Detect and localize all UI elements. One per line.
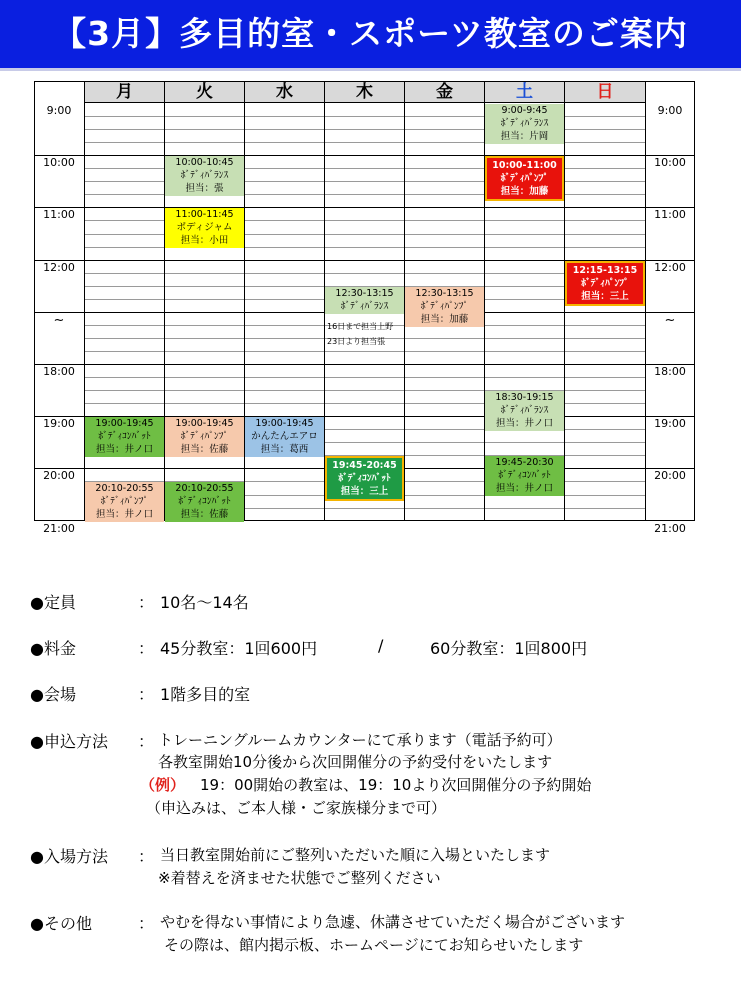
event-staff: 担当：葛西 [260, 444, 309, 456]
apply-line-2: 各教室開始10分後から次回開催分の予約受付をいたします [158, 753, 553, 771]
class-event[interactable] [325, 287, 404, 314]
time-label-right: 18:00 [654, 365, 686, 378]
event-staff: 担当：張 [185, 183, 224, 195]
event-time: 12:15-13:15 [572, 264, 638, 276]
event-name: ﾎﾞﾃﾞｨﾊﾟﾝﾌﾟ [581, 277, 629, 289]
class-event[interactable] [165, 208, 244, 248]
grid-hour-line [34, 155, 695, 156]
grid-col-line [564, 103, 565, 521]
day-header: 火 [164, 81, 245, 103]
event-time: 12:30-13:15 [415, 287, 474, 299]
grid-subline [84, 377, 645, 378]
event-time: 20:10-20:55 [175, 483, 234, 495]
other-colon: ： [138, 914, 155, 933]
class-event[interactable] [565, 261, 645, 306]
class-event[interactable] [85, 417, 164, 457]
class-event[interactable] [165, 156, 244, 196]
event-name: ﾎﾞﾃﾞｨﾊﾟﾝﾌﾟ [500, 173, 549, 185]
event-staff: 担当：井ノ口 [95, 444, 153, 456]
event-staff: 担当：加藤 [500, 186, 549, 198]
event-time: 19:45-20:30 [495, 457, 554, 469]
day-header: 金 [404, 81, 485, 103]
event-staff: 担当：加藤 [420, 313, 469, 325]
event-name: ﾎﾞﾃﾞｨﾊﾟﾝﾌﾟ [420, 300, 469, 312]
entry-label: ●入場方法 [30, 847, 108, 866]
capacity-value: 10名～14名 [160, 593, 249, 612]
event-name: ﾎﾞﾃﾞｨﾊﾞﾗﾝｽ [500, 118, 549, 129]
time-label-left: 20:00 [43, 469, 75, 483]
entry-colon: ： [138, 847, 155, 866]
other-line-2: その際は、館内掲示板、ホームページにてお知らせいたします [164, 936, 584, 954]
event-staff: 担当：井ノ口 [95, 509, 153, 521]
class-event[interactable] [485, 156, 564, 201]
time-label-left: 19:00 [43, 417, 75, 431]
event-name: ﾎﾞﾃﾞｨﾊﾟﾝﾌﾟ [100, 496, 149, 508]
time-label-right: 20:00 [654, 469, 686, 483]
time-label-left: 11:00 [43, 208, 75, 222]
fee-value-45: 45分教室：1回600円 [160, 639, 318, 658]
event-time: 19:45-20:45 [332, 460, 397, 472]
day-header: 水 [244, 81, 325, 103]
entry-line-1: 当日教室開始前にご整列いただいた順に入場といたします [160, 846, 551, 864]
class-event[interactable] [405, 287, 484, 327]
time-label-right: 9:00 [657, 104, 683, 117]
event-name: ﾎﾞﾃﾞｨﾊﾞﾗﾝｽ [500, 405, 549, 417]
event-name: かんたんエアロ [251, 431, 318, 443]
event-time: 18:30-19:15 [495, 392, 554, 404]
time-label-left: 18:00 [43, 365, 75, 378]
venue-value: 1階多目的室 [160, 685, 251, 704]
day-header: 日 [564, 81, 646, 103]
class-event[interactable] [165, 482, 244, 522]
event-name: ﾎﾞﾃﾞｨｺﾝﾊﾞｯﾄ [338, 473, 391, 485]
grid-subline [84, 273, 645, 274]
event-time: 10:00-11:00 [492, 160, 557, 172]
other-line-1: やむを得ない事情により急遽、休講させていただく場合がございます [160, 913, 626, 931]
event-time: 19:00-19:45 [175, 418, 234, 430]
apply-line-4: （申込みは、ご本人様・ご家族様分まで可） [146, 799, 447, 817]
event-staff: 担当：井ノ口 [495, 418, 553, 430]
event-name: ﾎﾞﾃﾞｨﾊﾞﾗﾝｽ [180, 170, 229, 182]
event-staff: 担当：三上 [581, 290, 629, 302]
fee-value-60: 60分教室：1回800円 [430, 639, 588, 658]
grid-col-line [244, 103, 245, 521]
event-time: 12:30-13:15 [335, 287, 394, 299]
class-event[interactable] [245, 417, 324, 457]
fee-colon: ： [138, 639, 155, 658]
day-header: 土 [484, 81, 565, 103]
capacity-colon: ： [138, 593, 155, 612]
entry-line-2: ※着替えを済ませた状態でご整列ください [158, 869, 441, 887]
time-label-left: 12:00 [43, 260, 75, 274]
class-event[interactable] [485, 456, 564, 496]
time-label-right: 19:00 [654, 417, 686, 431]
event-name: ﾎﾞﾃﾞｨﾊﾞﾗﾝｽ [340, 300, 389, 312]
class-event[interactable] [85, 482, 164, 522]
event-staff: 担当：佐藤 [180, 444, 229, 456]
event-time: 11:00-11:45 [175, 209, 234, 221]
day-header: 木 [324, 81, 405, 103]
time-label-right: 12:00 [654, 260, 686, 274]
staff-note-2: 23日より担当張 [327, 336, 386, 346]
apply-example: 19：00開始の教室は、19：10より次回開催分の予約開始 [200, 776, 592, 794]
apply-label: ●申込方法 [30, 732, 108, 751]
grid-hour-line [34, 207, 695, 208]
class-event[interactable] [485, 391, 564, 431]
event-name: ﾎﾞﾃﾞｨﾊﾟﾝﾌﾟ [180, 431, 229, 443]
event-name: ﾎﾞﾃﾞｨｺﾝﾊﾞｯﾄ [498, 470, 551, 482]
capacity-label: ●定員 [30, 593, 76, 612]
event-name: ボディジャム [176, 222, 233, 234]
event-staff: 担当：三上 [340, 486, 389, 498]
time-label-left: 10:00 [43, 156, 75, 170]
class-event[interactable] [165, 417, 244, 457]
event-staff: 担当：佐藤 [180, 509, 229, 521]
venue-label: ●会場 [30, 685, 76, 704]
time-label-right: 21:00 [654, 521, 686, 535]
grid-hour-line [34, 364, 695, 365]
event-time: 9:00-9:45 [501, 105, 548, 116]
class-event[interactable] [485, 104, 564, 144]
time-label-right: 11:00 [654, 208, 686, 222]
event-name: ﾎﾞﾃﾞｨｺﾝﾊﾞｯﾄ [178, 496, 231, 508]
time-label-right: ~ [664, 312, 676, 328]
apply-colon: ： [138, 732, 155, 751]
staff-note-1: 16日まで担当上野 [327, 321, 394, 331]
venue-colon: ： [138, 685, 155, 704]
event-staff: 担当：片岡 [500, 131, 549, 142]
grid-subline [84, 351, 645, 352]
event-time: 10:00-10:45 [175, 157, 234, 169]
day-header: 月 [84, 81, 165, 103]
time-label-left: 21:00 [43, 521, 75, 535]
fee-separator: / [378, 636, 384, 655]
apply-example-label: （例） [140, 776, 186, 794]
apply-line-1: トレーニングルームカウンターにて承ります（電話予約可） [158, 731, 562, 749]
other-label: ●その他 [30, 914, 92, 933]
time-label-right: 10:00 [654, 156, 686, 170]
event-staff: 担当：井ノ口 [495, 483, 553, 495]
page-title: 【3月】多目的室・スポーツ教室のご案内 [0, 0, 741, 71]
grid-col-line [645, 103, 646, 521]
event-time: 20:10-20:55 [95, 483, 154, 495]
time-label-left: ~ [53, 312, 65, 328]
event-name: ﾎﾞﾃﾞｨｺﾝﾊﾞｯﾄ [98, 431, 151, 443]
fee-label: ●料金 [30, 639, 76, 658]
event-time: 19:00-19:45 [255, 418, 314, 430]
time-label-left: 9:00 [46, 104, 72, 117]
class-event[interactable] [325, 456, 404, 501]
grid-col-line [84, 103, 85, 521]
event-staff: 担当：小田 [180, 235, 229, 247]
event-time: 19:00-19:45 [95, 418, 154, 430]
